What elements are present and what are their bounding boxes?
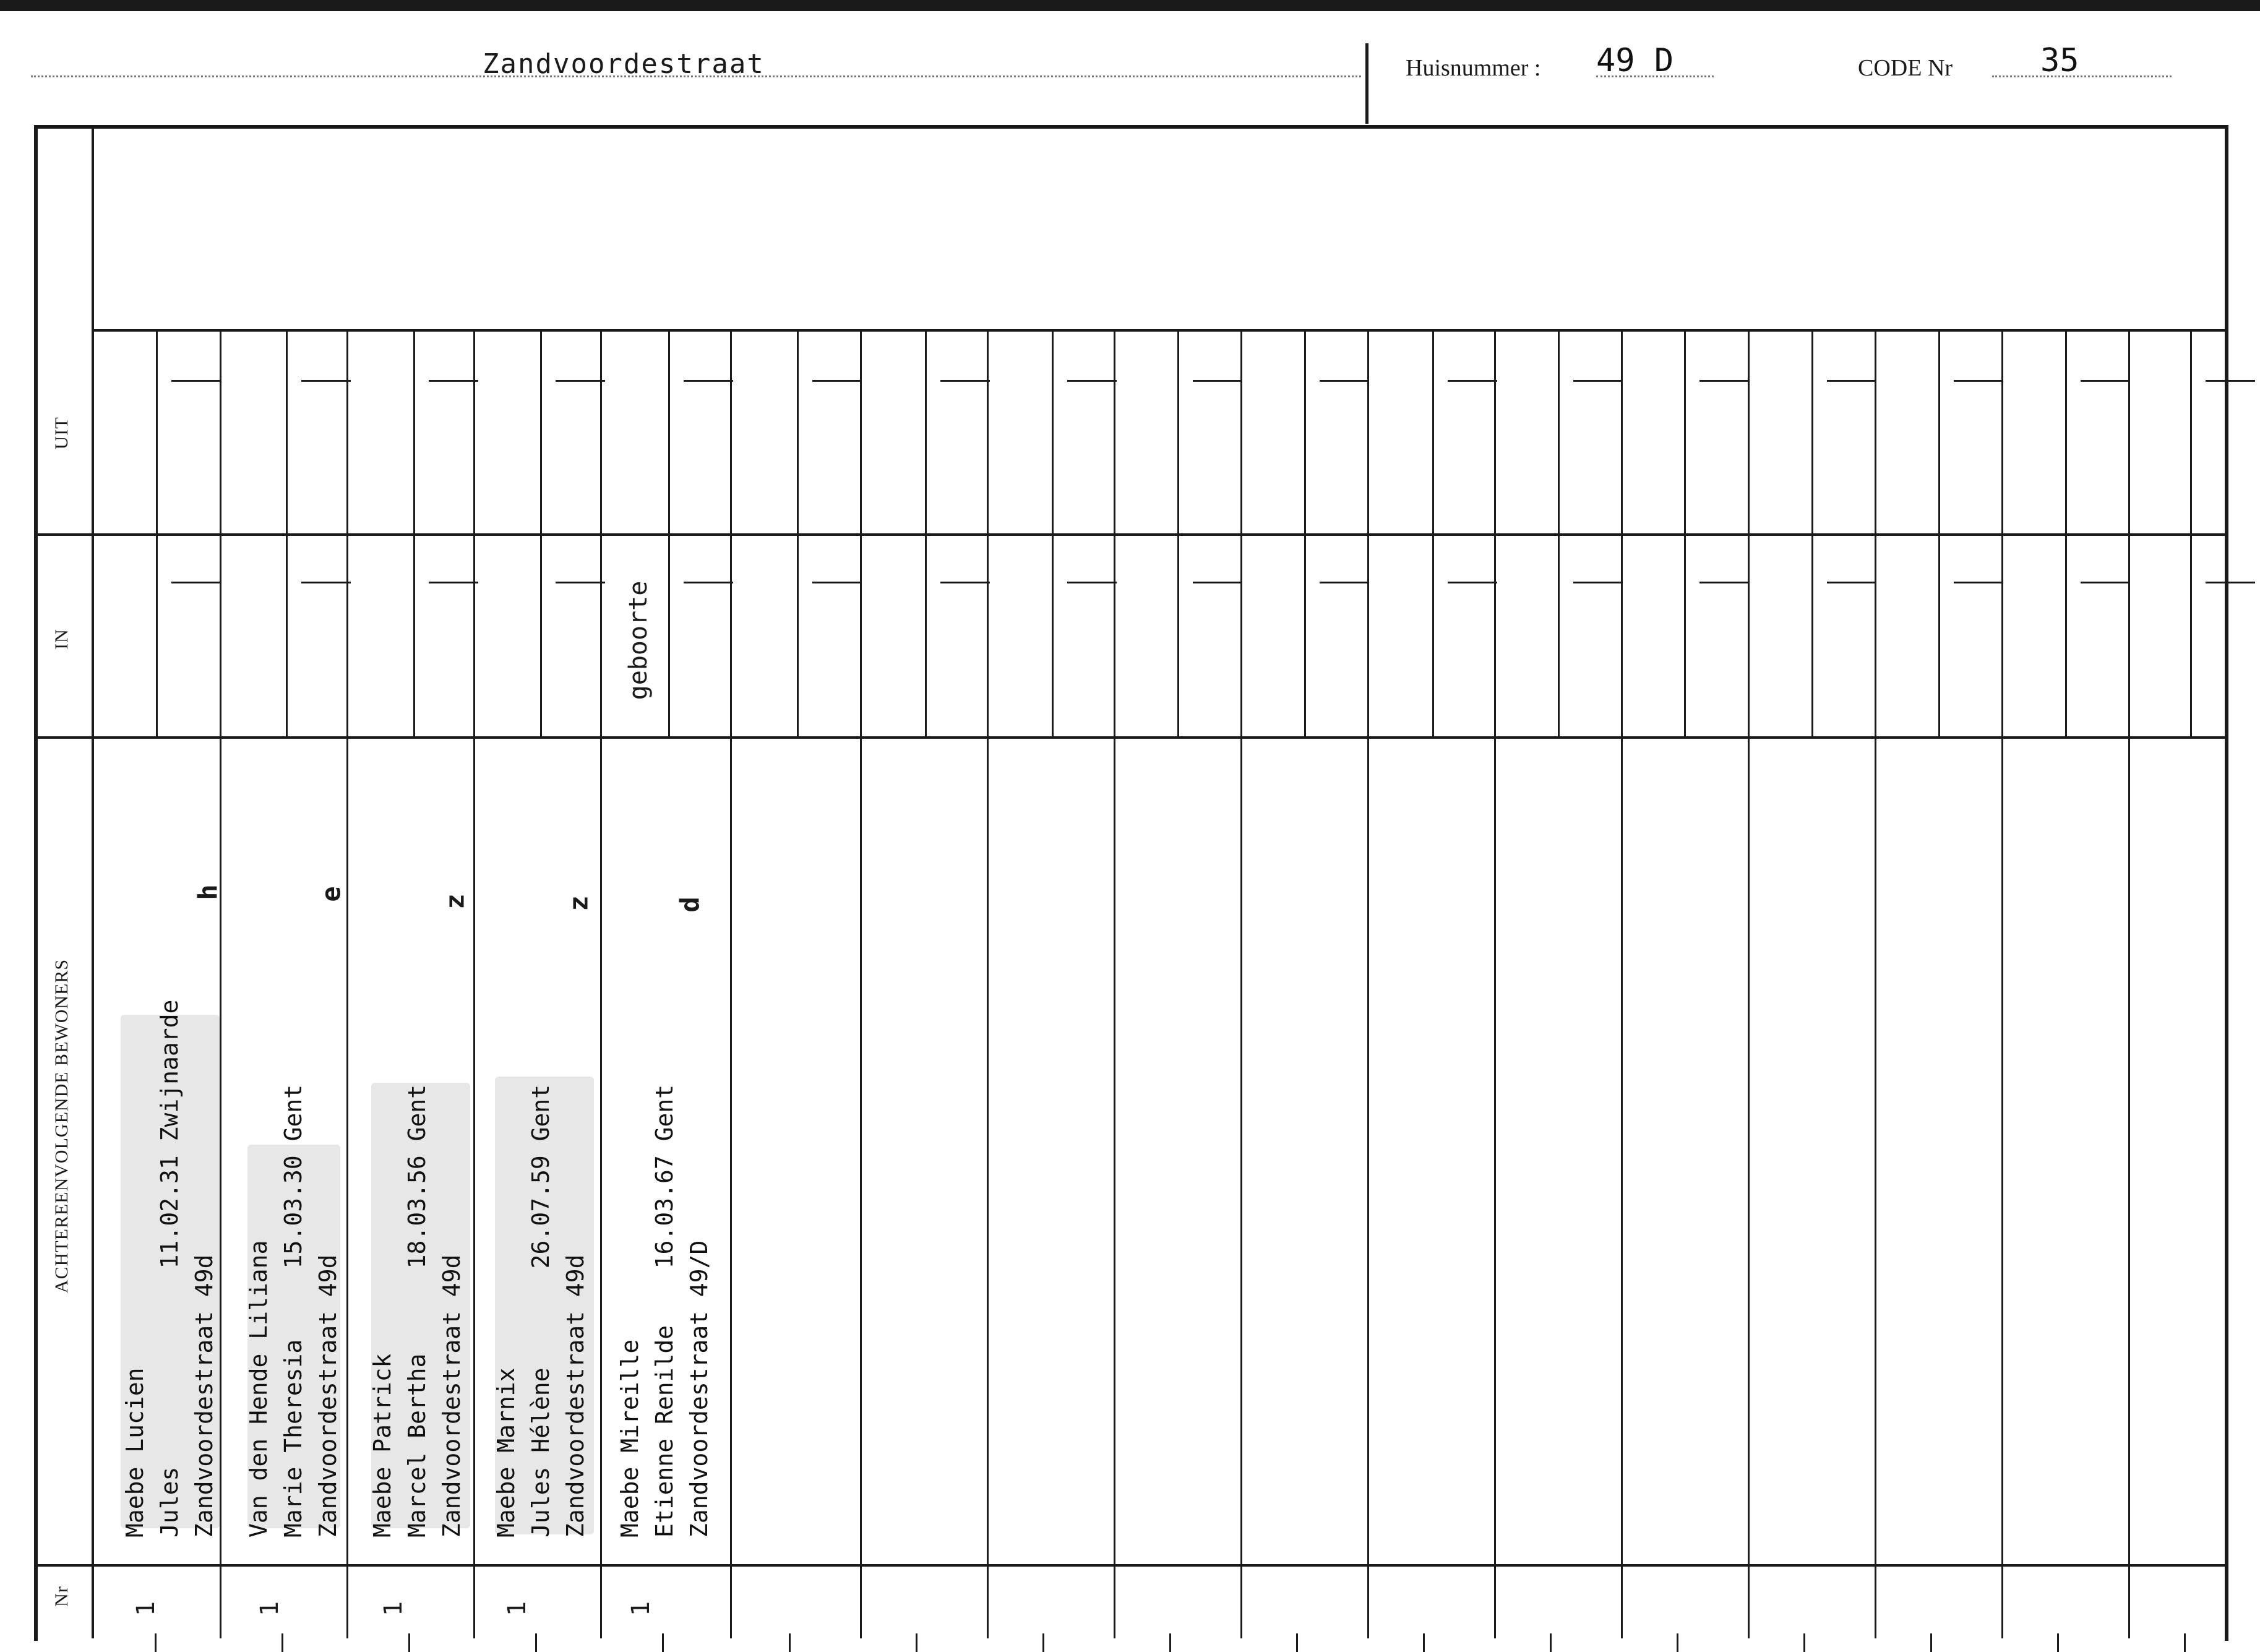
empty-dash [1954,380,2003,382]
empty-dash [1699,380,1749,382]
empty-dash [684,380,733,382]
sub-column-divider [1432,332,1434,736]
empty-dash [1320,380,1369,382]
resident-address: Zandvoordestraat 49d [314,1254,342,1538]
column-divider [1240,332,1242,1638]
column-divider [987,332,989,1638]
column-divider [2128,332,2130,1638]
column-divider [346,332,348,1638]
resident-entry [612,1085,716,1538]
sub-column-divider [1052,332,1054,736]
sub-column-divider [797,332,799,736]
empty-dash [2206,380,2255,382]
resident-address: Zandvoordestraat 49d [191,1254,218,1538]
resident-name: Maebe Lucien [121,1367,148,1538]
empty-dash [1827,582,1876,583]
resident-entry [241,1085,345,1538]
column-divider [1114,332,1115,1638]
code-number-value: 35 [2040,42,2079,79]
column-divider [2001,332,2003,1638]
resident-details: Jules Hélène 26.07.59 Gent [527,1084,554,1538]
resident-code: z [439,893,470,910]
resident-code: z [563,895,594,911]
resident-details: Jules 11.02.31 Zwijnaarde [156,999,183,1538]
bottom-tick [408,1633,410,1652]
empty-dash [301,380,351,382]
resident-details: Marcel Bertha 18.03.56 Gent [403,1084,431,1538]
sub-column-divider [1558,332,1560,736]
resident-details: Etienne Renilde 16.03.67 Gent [651,1084,678,1538]
house-number-value: 49 D [1596,42,1674,79]
sub-column-divider [156,332,158,736]
bottom-tick [1803,1633,1805,1652]
resident-address: Zandvoordestraat 49d [562,1254,589,1538]
resident-nr: 1 [503,1601,531,1617]
resident-address: Zandvoordestraat 49/D [685,1240,713,1538]
column-divider [730,332,732,1638]
column-divider [473,332,475,1638]
sub-column-divider [2065,332,2067,736]
empty-dash [2206,582,2255,583]
empty-dash [429,582,478,583]
empty-dash [1067,582,1117,583]
empty-dash [1699,582,1749,583]
sub-column-divider [668,332,670,736]
resident-nr: 1 [627,1601,655,1617]
resident-name: Maebe Marnix [492,1367,520,1538]
bottom-tick [2184,1633,2186,1652]
resident-code: d [674,897,705,913]
resident-entry [365,1085,469,1538]
sub-column-divider [1684,332,1686,736]
empty-dash [812,582,862,583]
resident-details: Marie Theresia 15.03.30 Gent [280,1084,307,1538]
sub-column-divider [2190,332,2192,736]
bottom-tick [1423,1633,1425,1652]
empty-dash [1193,582,1242,583]
sub-column-divider [1811,332,1813,736]
sub-column-divider [540,332,542,736]
bottom-tick [916,1633,917,1652]
resident-name: Maebe Mireille [616,1339,643,1538]
empty-dash [556,582,605,583]
empty-dash [940,582,990,583]
empty-dash [1448,582,1497,583]
empty-dash [556,380,605,382]
header-separator [1365,43,1368,124]
empty-dash [1827,380,1876,382]
resident-code: h [192,884,223,900]
column-divider [1494,332,1496,1638]
label-column-divider [92,129,94,1638]
bottom-tick [1042,1633,1044,1652]
street-name: Zandvoordestraat [483,48,765,80]
sub-column-divider [1177,332,1179,736]
bottom-tick [1677,1633,1678,1652]
empty-dash [940,380,990,382]
column-divider [1621,332,1623,1638]
empty-dash [1573,380,1623,382]
column-divider [1367,332,1369,1638]
column-divider [860,332,862,1638]
column-divider [1748,332,1750,1638]
house-number-label: Huisnummer : [1406,55,1541,81]
row-label-nr: Nr [51,1586,72,1607]
in-note: geboorte [624,580,653,700]
bottom-tick [789,1633,791,1652]
row-label-uit: UIT [51,416,72,450]
empty-dash [429,380,478,382]
resident-name: Maebe Patrick [369,1353,396,1538]
bottom-tick [155,1633,157,1652]
bottom-tick [1296,1633,1298,1652]
resident-code: e [316,886,346,902]
bottom-tick [1930,1633,1932,1652]
empty-dash [2081,582,2130,583]
sub-column-divider [413,332,415,736]
code-number-label: CODE Nr [1858,55,1953,81]
register-table [34,125,2228,1641]
empty-dash [1573,582,1623,583]
top-edge-bar [0,0,2260,11]
bottom-tick [281,1633,283,1652]
bottom-tick [535,1633,537,1652]
sub-column-divider [1938,332,1940,736]
empty-dash [812,380,862,382]
empty-dash [1193,380,1242,382]
row-divider [34,736,2228,739]
empty-dash [1448,380,1497,382]
empty-dash [1067,380,1117,382]
empty-dash [1954,582,2003,583]
empty-dash [171,582,221,583]
row-divider [34,533,2228,536]
resident-nr: 1 [132,1601,160,1617]
empty-dash [171,380,221,382]
row-divider [34,1564,2228,1567]
resident-nr: 1 [379,1601,408,1617]
empty-dash [684,582,733,583]
resident-address: Zandvoordestraat 49d [438,1254,465,1538]
house-number-dotted-line [1596,75,1714,77]
sub-column-divider [286,332,288,736]
code-number-dotted-line [1992,75,2172,77]
empty-dash [2081,380,2130,382]
bottom-tick [1550,1633,1552,1652]
row-label-residents: ACHTEREENVOLGENDE BEWONERS [51,958,72,1294]
sub-column-divider [925,332,927,736]
bottom-tick [1169,1633,1171,1652]
column-divider [600,332,602,1638]
empty-dash [1320,582,1369,583]
column-divider [1875,332,1876,1638]
resident-entry [118,1000,221,1538]
resident-nr: 1 [256,1601,284,1617]
row-label-in: IN [51,629,72,650]
resident-name: Van den Hende Liliana [245,1240,272,1538]
sub-column-divider [1304,332,1306,736]
empty-dash [301,582,351,583]
bottom-tick [662,1633,664,1652]
resident-entry [489,1085,593,1538]
bottom-tick [2057,1633,2059,1652]
